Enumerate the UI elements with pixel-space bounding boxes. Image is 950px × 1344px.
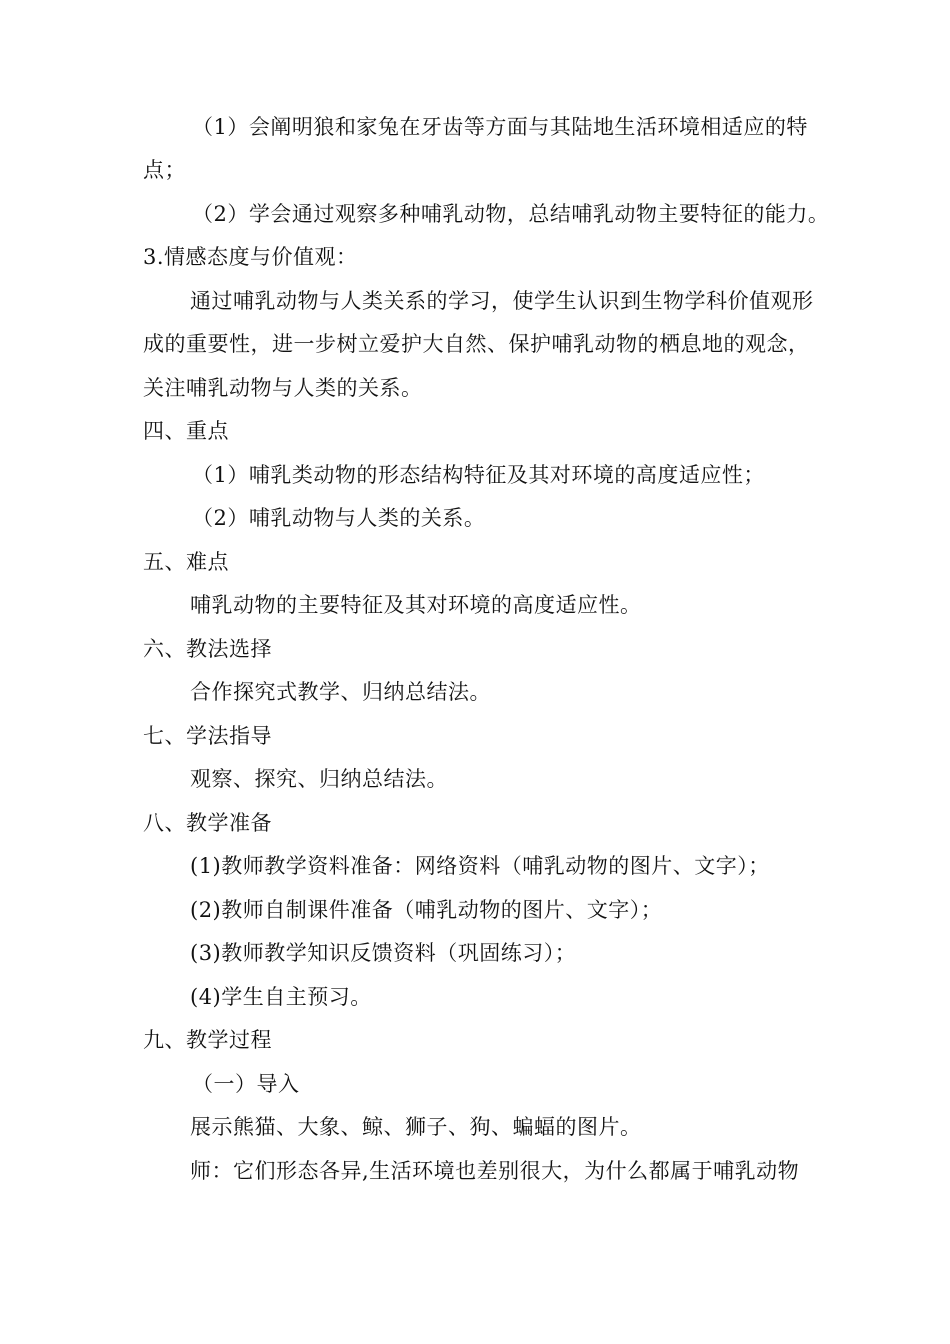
- teacher-dialogue: 师：它们形态各异,生活环境也差别很大，为什么都属于哺乳动物: [190, 1159, 800, 1183]
- key-point-item-2: （2）哺乳动物与人类的关系。: [192, 506, 486, 530]
- section-heading-teaching-method: 六、教法选择: [143, 637, 272, 661]
- subheading-emotion: 3.情感态度与价值观：: [143, 245, 358, 269]
- section-heading-learning-guidance: 七、学法指导: [143, 724, 272, 748]
- section-heading-preparation: 八、教学准备: [143, 811, 272, 835]
- preparation-item-2: (2)教师自制课件准备（哺乳动物的图片、文字）；: [190, 898, 663, 922]
- paragraph-line: 通过哺乳动物与人类关系的学习，使学生认识到生物学科价值观形: [190, 289, 814, 313]
- objective-item-2: （2）学会通过观察多种哺乳动物，总结哺乳动物主要特征的能力。: [192, 202, 830, 226]
- section-heading-key-points: 四、重点: [143, 419, 229, 443]
- key-point-item-1: （1）哺乳类动物的形态结构特征及其对环境的高度适应性；: [192, 463, 765, 487]
- difficulty-text: 哺乳动物的主要特征及其对环境的高度适应性。: [190, 593, 642, 617]
- preparation-item-3: (3)教师教学知识反馈资料（巩固练习）；: [190, 941, 577, 965]
- preparation-item-4: (4)学生自主预习。: [190, 985, 372, 1009]
- section-heading-teaching-process: 九、教学过程: [143, 1028, 272, 1052]
- section-heading-difficulties: 五、难点: [143, 550, 229, 574]
- objective-item-1-cont: 点；: [143, 158, 186, 182]
- subsection-heading-introduction: （一）导入: [192, 1072, 300, 1096]
- introduction-text: 展示熊猫、大象、鲸、狮子、狗、蝙蝠的图片。: [190, 1115, 642, 1139]
- paragraph-line: 关注哺乳动物与人类的关系。: [143, 376, 423, 400]
- teaching-method-text: 合作探究式教学、归纳总结法。: [190, 680, 491, 704]
- preparation-item-1: (1)教师教学资料准备：网络资料（哺乳动物的图片、文字）；: [190, 854, 770, 878]
- learning-guidance-text: 观察、探究、归纳总结法。: [190, 767, 448, 791]
- paragraph-line: 成的重要性，进一步树立爱护大自然、保护哺乳动物的栖息地的观念，: [143, 332, 810, 356]
- objective-item-1: （1）会阐明狼和家兔在牙齿等方面与其陆地生活环境相适应的特: [192, 115, 808, 139]
